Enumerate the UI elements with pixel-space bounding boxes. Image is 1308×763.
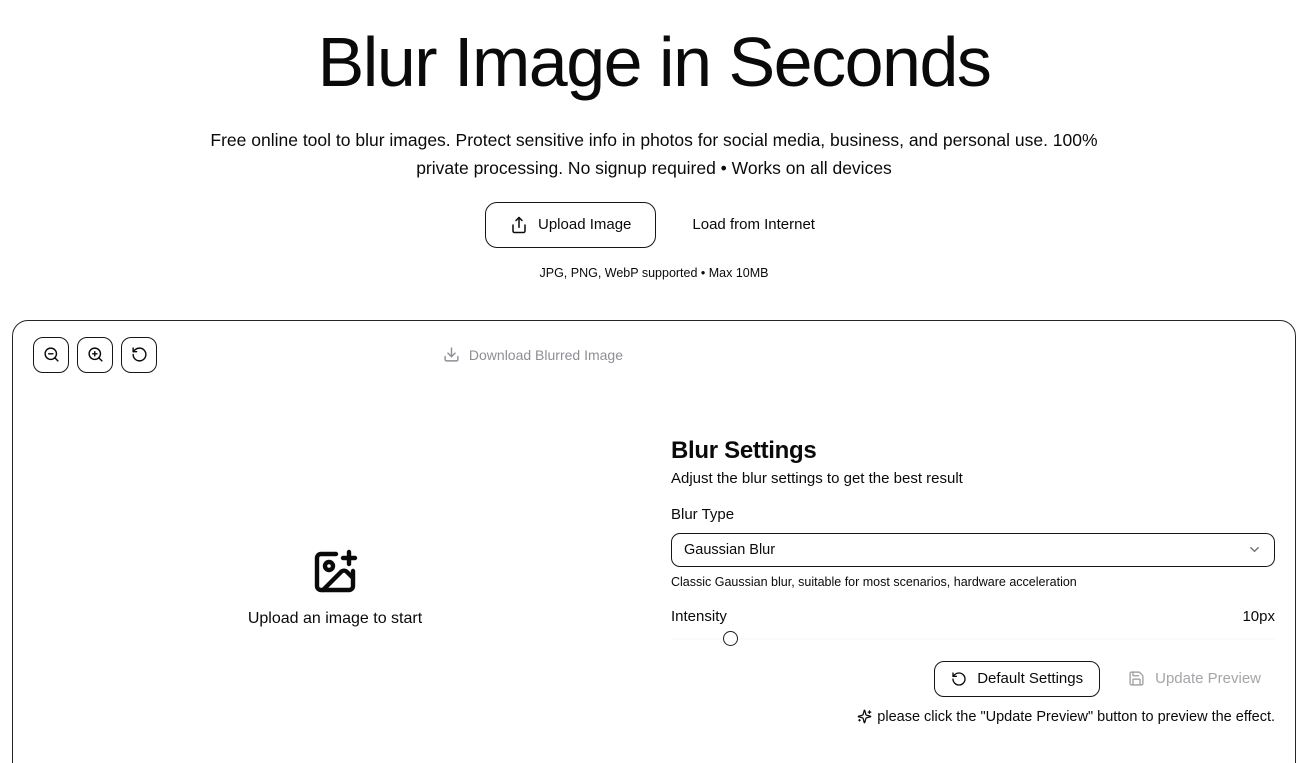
sparkles-icon — [857, 709, 872, 724]
settings-title: Blur Settings — [671, 436, 817, 464]
download-blurred-image-button[interactable] — [429, 337, 637, 373]
blur-type-label: Blur Type — [671, 505, 735, 523]
image-plus-icon — [311, 548, 359, 596]
zoom-out-button[interactable] — [33, 337, 69, 373]
settings-actions — [671, 661, 1275, 697]
rotate-ccw-icon — [951, 671, 967, 687]
intensity-slider-track — [671, 638, 1275, 640]
page-title: Blur Image in Seconds — [317, 23, 991, 101]
update-preview-hint — [671, 707, 1275, 727]
upload-image-button[interactable] — [485, 202, 656, 248]
update-preview-hint-text: please click the "Update Preview" button to preview the effect. — [877, 708, 1275, 725]
chevron-down-icon — [1247, 542, 1262, 557]
intensity-slider-thumb[interactable] — [723, 631, 738, 646]
editor-panel — [12, 320, 1296, 763]
zoom-in-icon — [87, 346, 104, 363]
update-preview-label: Update Preview — [1155, 670, 1261, 687]
preview-column — [33, 337, 637, 763]
image-preview-area[interactable] — [33, 373, 637, 763]
blur-type-help-text: Classic Gaussian blur, suitable for most scenarios, hardware acceleration — [671, 574, 1077, 589]
settings-subtitle: Adjust the blur settings to get the best result — [671, 469, 963, 487]
load-from-internet-button[interactable] — [684, 202, 823, 248]
reset-view-button[interactable] — [121, 337, 157, 373]
default-settings-label: Default Settings — [977, 670, 1084, 687]
intensity-slider[interactable] — [671, 631, 1275, 647]
supported-formats-note: JPG, PNG, WebP supported • Max 10MB — [539, 265, 769, 280]
default-settings-button[interactable] — [934, 661, 1100, 697]
save-icon — [1128, 670, 1145, 687]
blur-type-select[interactable] — [671, 533, 1275, 567]
zoom-out-icon — [43, 346, 60, 363]
download-blurred-image-label: Download Blurred Image — [468, 346, 623, 363]
upload-image-button-label: Upload Image — [538, 216, 632, 233]
upload-icon — [510, 216, 528, 234]
intensity-value: 10px — [1242, 607, 1275, 625]
page-subtitle: Free online tool to blur images. Protect sensitive info in photos for social media, business, and personal use. 100% private processing. No signup required • Works on all devices — [210, 129, 1098, 178]
blur-type-selected-value: Gaussian Blur — [684, 541, 776, 558]
download-icon — [443, 346, 460, 363]
rotate-ccw-icon — [131, 346, 148, 363]
zoom-controls — [33, 337, 157, 373]
load-from-internet-label: Load from Internet — [692, 216, 815, 233]
preview-placeholder-text: Upload an image to start — [247, 609, 423, 627]
intensity-row — [671, 607, 1275, 627]
update-preview-button[interactable] — [1114, 661, 1275, 697]
zoom-in-button[interactable] — [77, 337, 113, 373]
intensity-label: Intensity — [671, 607, 727, 625]
preview-toolbar — [33, 337, 637, 373]
hero-actions — [0, 202, 1308, 248]
blur-settings-panel — [671, 337, 1275, 763]
hero-section — [0, 0, 1308, 280]
